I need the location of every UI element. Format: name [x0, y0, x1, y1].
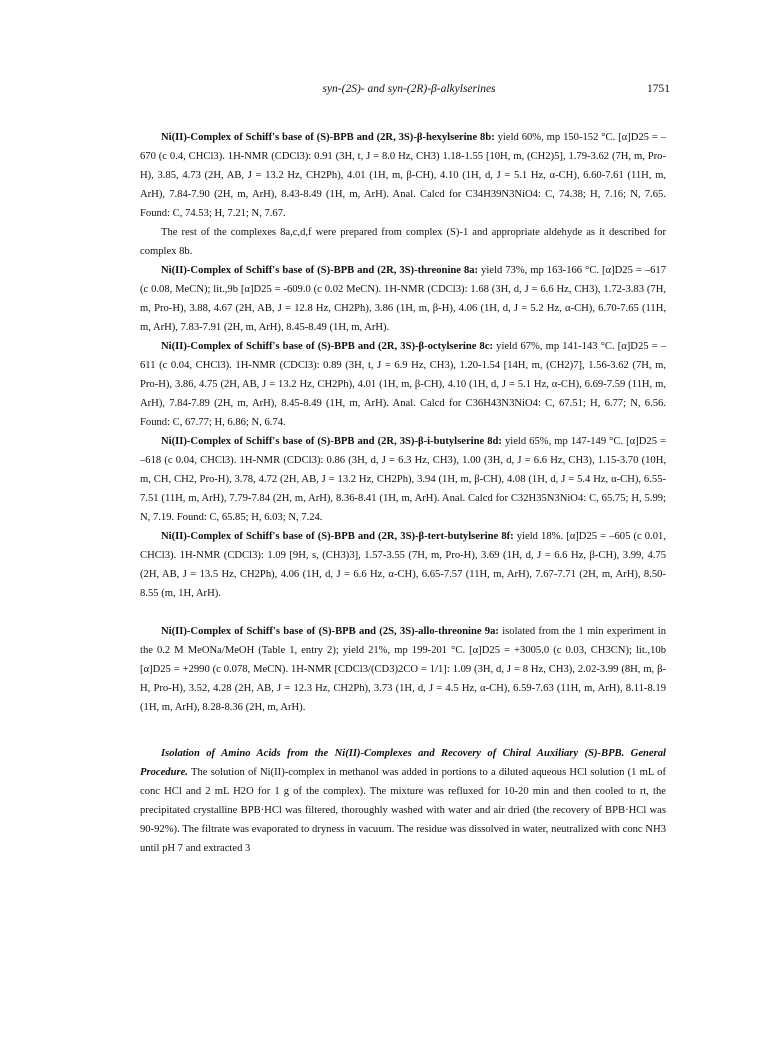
- paragraph-9a: [140, 622, 666, 717]
- paragraph-text: The solution of Ni(II)-complex in methanol was added in portions to a diluted aqueous HCl solution (1 mL of conc HCl and 2 mL H2O for 1 g of the complex). The mixture was refluxed for 10-20 min and then cooled to rt, the precipitated crystalline BPB·HCl was filtered, thoroughly washed with water and air dried (the recovery of BPB·HCl was 90-92%). The filtrate was evaporated to dryness in vacuum. The residue was dissolved in water, neutralized with conc NH3 until pH 7 and extracted 3: [140, 767, 666, 854]
- paragraph-8b: [140, 128, 666, 223]
- compound-heading: Ni(II)-Complex of Schiff's base of (S)-BPB and (2R, 3S)-β-i-butylserine 8d:: [161, 436, 502, 447]
- paragraph-8a: [140, 261, 666, 337]
- section-heading: Isolation of Amino Acids from the Ni(II)-Complexes and Recovery of Chiral Auxiliary (S)-BPB. General Procedure.: [140, 748, 666, 778]
- paragraph-general-note: [140, 223, 666, 261]
- compound-heading: Ni(II)-Complex of Schiff's base of (S)-BPB and (2R, 3S)-β-tert-butylserine 8f:: [161, 531, 514, 542]
- paragraph-text: yield 73%, mp 163-166 °C. [α]D25 = –617 (c 0.08, MeCN); lit.,9b [α]D25 = -609.0 (c 0.02 MeCN). 1H-NMR (CDCl3): 1.68 (3H, d, J = 6.6 Hz, CH3), 1.72-3.83 (7H, m, Pro-H), 3.88, 4.67 (2H, AB, J = 12.8 Hz, CH2Ph), 3.86 (1H, m, β-H), 4.06 (1H, d, J = 5.2 Hz, α-CH), 6.70-7.65 (11H, m, ArH), 7.83-7.91 (2H, m, ArH), 8.45-8.49 (1H, m, ArH).: [140, 265, 666, 333]
- compound-heading: Ni(II)-Complex of Schiff's base of (S)-BPB and (2R, 3S)-threonine 8a:: [161, 265, 479, 276]
- compound-heading: Ni(II)-Complex of Schiff's base of (S)-BPB and (2S, 3S)-allo-threonine 9a:: [161, 626, 499, 637]
- paragraph-text: yield 18%. [α]D25 = –605 (c 0.01, CHCl3). 1H-NMR (CDCl3): 1.09 [9H, s, (CH3)3], 1.57-3.55 (7H, m, Pro-H), 3.69 (1H, d, J = 6.6 Hz, β-CH), 3.99, 4.75 (2H, AB, J = 13.5 Hz, CH2Ph), 4.06 (1H, d, J = 6.6 Hz, α-CH), 6.65-7.57 (11H, m, ArH), 7.67-7.71 (2H, m, ArH), 8.50-8.55 (m, 1H, ArH).: [140, 531, 666, 599]
- compound-heading: Ni(II)-Complex of Schiff's base of (S)-BPB and (2R, 3S)-β-hexylserine 8b:: [161, 132, 495, 143]
- paragraph-text: The rest of the complexes 8a,c,d,f were prepared from complex (S)-1 and appropriate aldehyde as it described for complex 8b.: [140, 227, 666, 257]
- paragraph-isolation: [140, 744, 666, 858]
- page-number: 1751: [647, 83, 670, 95]
- paragraph-8d: [140, 432, 666, 527]
- paragraph-text: yield 60%, mp 150-152 °C. [α]D25 = –670 (c 0.4, CHCl3). 1H-NMR (CDCl3): 0.91 (3H, t, J = 8.0 Hz, CH3) 1.18-1.55 [10H, m, (CH2)5], 1.79-3.62 (7H, m, Pro-H), 3.85, 4.73 (2H, AB, J = 13.2 Hz, CH2Ph), 4.01 (1H, m, β-CH), 4.10 (1H, d, J = 5.1 Hz, α-CH), 6.60-7.61 (11H, m, ArH), 7.84-7.90 (2H, m, ArH), 8.43-8.49 (1H, m, ArH). Anal. Calcd for C34H39N3NiO4: C, 74.38; H, 7.16; N, 7.65. Found: C, 74.53; H, 7.21; N, 7.67.: [140, 132, 666, 219]
- paragraph-text: yield 67%, mp 141-143 °C. [α]D25 = –611 (c 0.04, CHCl3). 1H-NMR (CDCl3): 0.89 (3H, t, J = 6.9 Hz, CH3), 1.20-1.54 [14H, m, (CH2)7], 1.56-3.62 (7H, m, Pro-H), 3.86, 4.75 (2H, AB, J = 13.2 Hz, CH2Ph), 4.01 (1H, m, β-CH), 4.10 (1H, d, J = 5.1 Hz, α-CH), 6.69-7.59 (11H, m, ArH), 7.84-7.89 (2H, m, ArH), 8.45-8.49 (1H, m, ArH). Anal. Calcd for C36H43N3NiO4: C, 67.51; H, 6.77; N, 6.56. Found: C, 67.77; H, 6.86; N, 6.74.: [140, 341, 666, 428]
- article-body: [140, 128, 666, 858]
- paragraph-8f: [140, 527, 666, 603]
- running-title: syn-(2S)- and syn-(2R)-β-alkylserines: [322, 83, 496, 95]
- paragraph-text: yield 65%, mp 147-149 °C. [α]D25 = –618 (c 0.04, CHCl3). 1H-NMR (CDCl3): 0.86 (3H, d, J = 6.3 Hz, CH3), 1.00 (3H, d, J = 6.6 Hz, CH3), 1.15-3.70 (10H, m, CH, CH2, Pro-H), 3.78, 4.72 (2H, AB, J = 13.2 Hz, CH2Ph), 3.94 (1H, m, β-CH), 4.08 (1H, d, J = 5.4 Hz, α-CH), 6.55-7.51 (11H, m, ArH), 7.79-7.84 (2H, m, ArH), 8.36-8.41 (1H, m, ArH). Anal. Calcd for C32H35N3NiO4: C, 65.75; H, 5.99; N, 7.19. Found: C, 65.85; H, 6.03; N, 7.24.: [140, 436, 666, 523]
- compound-heading: Ni(II)-Complex of Schiff's base of (S)-BPB and (2R, 3S)-β-octylserine 8c:: [161, 341, 494, 352]
- paragraph-text: isolated from the 1 min experiment in the 0.2 M MeONa/MeOH (Table 1, entry 2); yield 21%, mp 199-201 °C. [α]D25 = +3005.0 (c 0.03, CH3CN); lit.,10b [α]D25 = +2990 (c 0.078, MeCN). 1H-NMR [CDCl3/(CD3)2CO = 1/1]: 1.09 (3H, d, J = 8 Hz, CH3), 2.02-3.99 (8H, m, β-H, Pro-H), 3.52, 4.28 (2H, AB, J = 12.3 Hz, CH2Ph), 3.73 (1H, d, J = 4.5 Hz, α-CH), 6.59-7.63 (11H, m, ArH), 8.11-8.19 (1H, m, ArH), 8.28-8.36 (2H, m, ArH).: [140, 626, 666, 713]
- paragraph-8c: [140, 337, 666, 432]
